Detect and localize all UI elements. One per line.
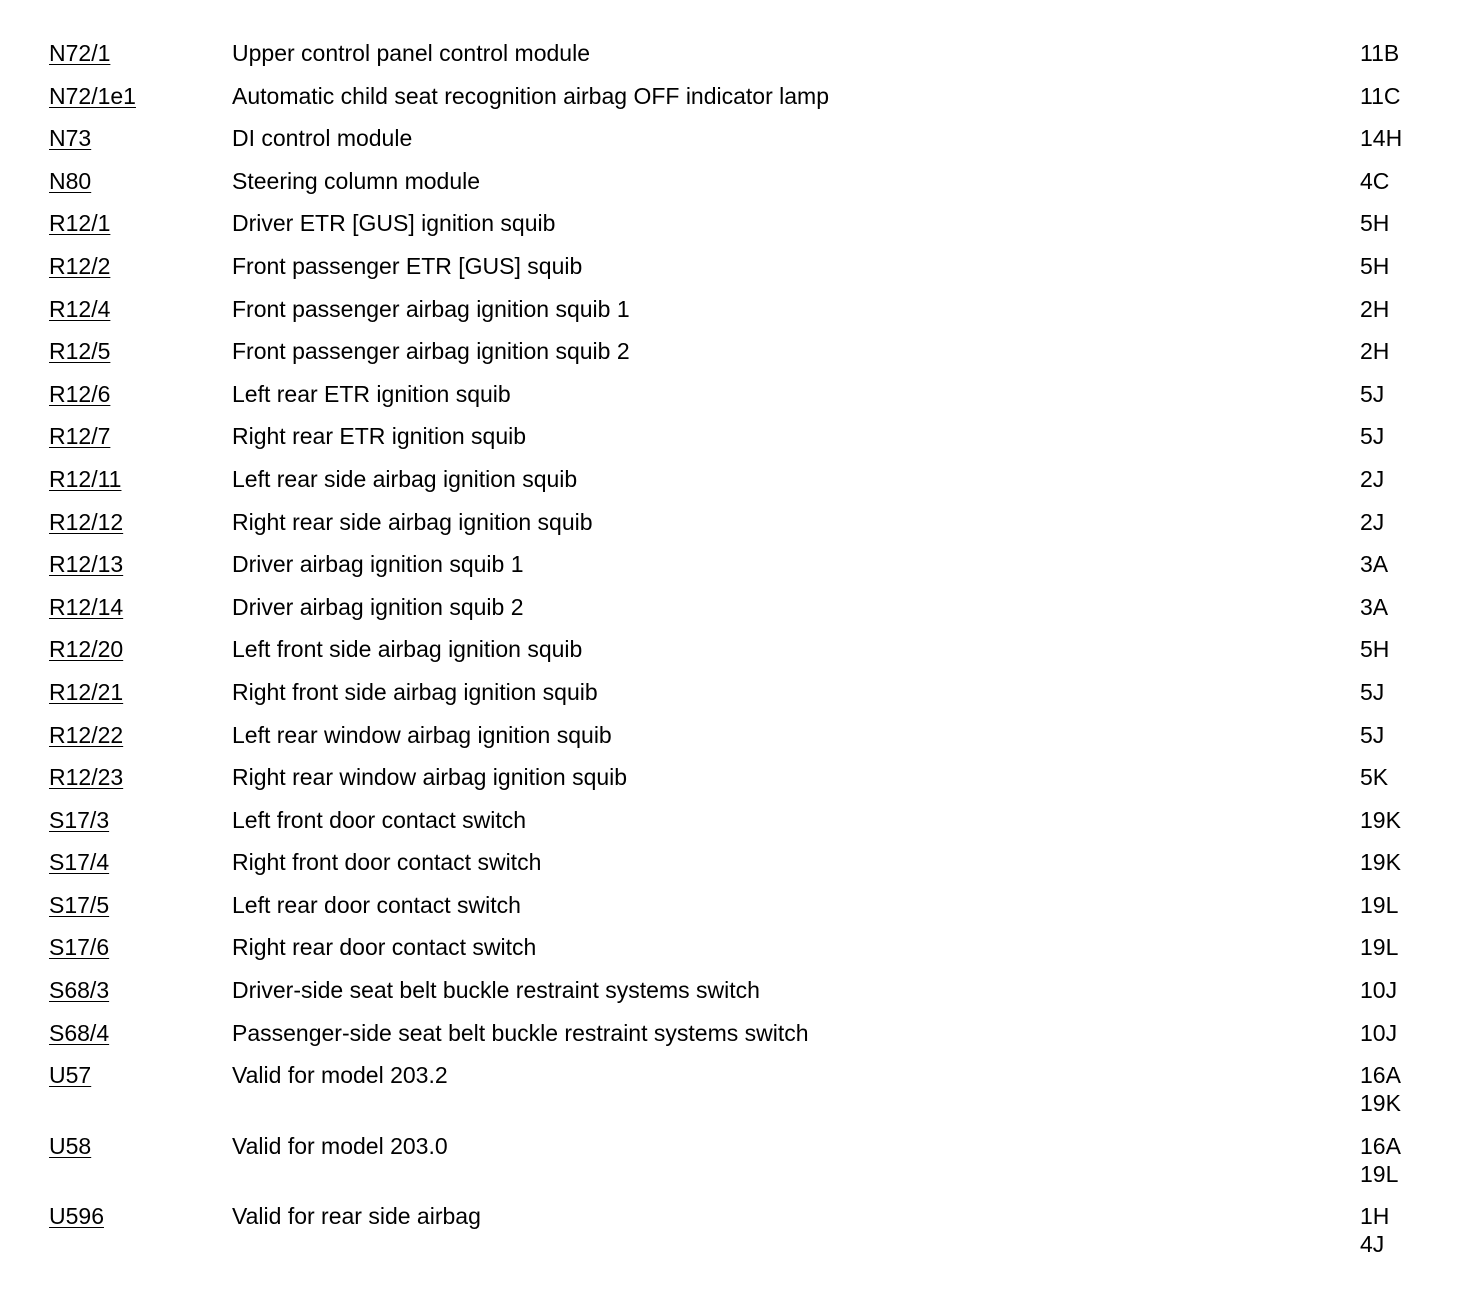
grid-location: 19K [1360,806,1401,833]
grid-location: 2H [1360,295,1390,322]
component-description: Driver airbag ignition squib 2 [232,593,524,620]
component-code-link[interactable]: R12/21 [49,678,124,705]
legend-row [0,203,1472,246]
legend-row [0,587,1472,630]
legend-row [0,970,1472,1013]
grid-location-cell [1360,508,1384,536]
grid-location: 3A [1360,551,1389,578]
legend-row [0,1126,1472,1197]
component-description: Left rear window airbag ignition squib [232,721,612,748]
component-code-link[interactable]: R12/22 [49,721,124,748]
component-code-link[interactable]: R12/6 [49,380,111,407]
grid-location: 19K [1360,1090,1401,1117]
component-description: Automatic child seat recognition airbag OFF indicator lamp [232,82,830,109]
grid-location: 5K [1360,764,1389,791]
component-code-link[interactable]: R12/11 [49,465,122,492]
component-code-link[interactable]: R12/14 [49,593,124,620]
grid-location-cell [1360,1132,1401,1188]
legend-row [0,757,1472,800]
legend-row [0,331,1472,374]
component-description: Right front door contact switch [232,849,542,876]
component-code-link[interactable]: N72/1e1 [49,82,136,109]
grid-location-cell [1360,1019,1397,1047]
legend-row [0,927,1472,970]
legend-row [0,161,1472,204]
grid-location: 3A [1360,593,1389,620]
component-description: Front passenger airbag ignition squib 2 [232,338,630,365]
grid-location-cell [1360,422,1384,450]
component-code-link[interactable]: U58 [49,1132,92,1159]
legend-row [0,1196,1472,1267]
grid-location: 2J [1360,508,1385,535]
grid-location-cell [1360,82,1401,110]
component-description: Driver ETR [GUS] ignition squib [232,210,556,237]
grid-location-cell [1360,635,1389,663]
component-code-link[interactable]: R12/5 [49,338,111,365]
grid-location-cell [1360,252,1389,280]
grid-location: 5H [1360,210,1390,237]
component-code-link[interactable]: R12/1 [49,210,111,237]
grid-location-cell [1360,465,1384,493]
grid-location: 5J [1360,423,1385,450]
grid-location: 5J [1360,721,1385,748]
legend-row [0,246,1472,289]
grid-location: 11C [1360,82,1401,109]
legend-row [0,1013,1472,1056]
grid-location: 10J [1360,1019,1398,1046]
component-description: Right rear side airbag ignition squib [232,508,593,535]
legend-row [0,374,1472,417]
component-code-link[interactable]: S17/5 [49,891,110,918]
component-code-link[interactable]: S17/6 [49,934,110,961]
component-description: Passenger-side seat belt buckle restraint systems switch [232,1019,809,1046]
grid-location: 5H [1360,252,1390,279]
component-description: Left front door contact switch [232,806,527,833]
grid-location-cell [1360,848,1401,876]
legend-row [0,76,1472,119]
component-code-link[interactable]: U596 [49,1203,104,1230]
grid-location-cell [1360,337,1389,365]
component-description: Valid for rear side airbag [232,1203,481,1230]
component-code-link[interactable]: N80 [49,167,92,194]
component-description: Left rear ETR ignition squib [232,380,511,407]
component-code-link[interactable]: U57 [49,1062,92,1089]
component-code-link[interactable]: R12/2 [49,252,111,279]
component-code-link[interactable]: R12/23 [49,764,124,791]
component-code-link[interactable]: S17/4 [49,849,110,876]
legend-row [0,502,1472,545]
grid-location-cell [1360,209,1389,237]
grid-location-cell [1360,976,1397,1004]
component-code-link[interactable]: S68/4 [49,1019,110,1046]
grid-location: 2H [1360,338,1390,365]
grid-location-cell [1360,295,1389,323]
grid-location-cell [1360,678,1384,706]
grid-location: 10J [1360,977,1398,1004]
grid-location: 5H [1360,636,1390,663]
grid-location: 5J [1360,380,1385,407]
grid-location-cell [1360,763,1388,791]
grid-location-cell [1360,380,1384,408]
legend-row [0,672,1472,715]
grid-location-cell [1360,721,1384,749]
component-description: Left rear door contact switch [232,891,521,918]
component-description: Driver-side seat belt buckle restraint systems switch [232,977,760,1004]
legend-row [0,118,1472,161]
component-description: Front passenger ETR [GUS] squib [232,252,583,279]
grid-location: 11B [1360,40,1400,66]
legend-row [0,842,1472,885]
grid-location-cell [1360,124,1402,152]
grid-location: 1H [1360,1203,1390,1230]
grid-location-cell [1360,933,1398,961]
grid-location: 19L [1360,891,1399,918]
grid-location: 16A [1360,1132,1401,1159]
component-code-link[interactable]: R12/7 [49,423,111,450]
grid-location-cell [1360,550,1388,578]
grid-location: 14H [1360,125,1403,152]
component-description: Valid for model 203.0 [232,1132,448,1159]
grid-location-cell [1360,1202,1389,1258]
grid-location: 5J [1360,678,1385,705]
component-description: Upper control panel control module [232,40,590,66]
grid-location-cell [1360,593,1388,621]
component-description: DI control module [232,125,413,152]
component-legend-table [0,33,1472,1267]
component-code-link[interactable]: N72/1 [49,40,111,66]
component-description: Left rear side airbag ignition squib [232,465,578,492]
component-code-link[interactable]: S17/3 [49,806,110,833]
legend-row [0,544,1472,587]
grid-location-cell [1360,891,1398,919]
grid-location: 19K [1360,849,1401,876]
component-code-link[interactable]: R12/4 [49,295,111,322]
component-code-link[interactable]: R12/13 [49,551,124,578]
component-description: Front passenger airbag ignition squib 1 [232,295,630,322]
component-code-link[interactable]: R12/20 [49,636,124,663]
component-description: Steering column module [232,167,481,194]
legend-row [0,289,1472,332]
grid-location: 19L [1360,934,1399,961]
component-code-link[interactable]: N73 [49,125,92,152]
grid-location: 16A [1360,1062,1401,1089]
legend-row [0,1055,1472,1126]
legend-row [0,629,1472,672]
grid-location: 4J [1360,1231,1385,1258]
legend-row [0,800,1472,843]
grid-location-cell [1360,39,1399,67]
component-description: Right front side airbag ignition squib [232,678,598,705]
component-description: Right rear ETR ignition squib [232,423,527,450]
component-code-link[interactable]: R12/12 [49,508,124,535]
grid-location: 19L [1360,1160,1399,1187]
component-description: Valid for model 203.2 [232,1062,448,1089]
component-description: Left front side airbag ignition squib [232,636,583,663]
grid-location-cell [1360,806,1401,834]
grid-location: 2J [1360,465,1385,492]
grid-location: 4C [1360,167,1390,194]
legend-row [0,459,1472,502]
legend-row [0,33,1472,76]
component-description: Right rear door contact switch [232,934,537,961]
legend-row [0,715,1472,758]
legend-row [0,885,1472,928]
component-description: Driver airbag ignition squib 1 [232,551,524,578]
grid-location-cell [1360,167,1389,195]
legend-row [0,416,1472,459]
grid-location-cell [1360,1061,1401,1117]
component-code-link[interactable]: S68/3 [49,977,110,1004]
component-description: Right rear window airbag ignition squib [232,764,628,791]
